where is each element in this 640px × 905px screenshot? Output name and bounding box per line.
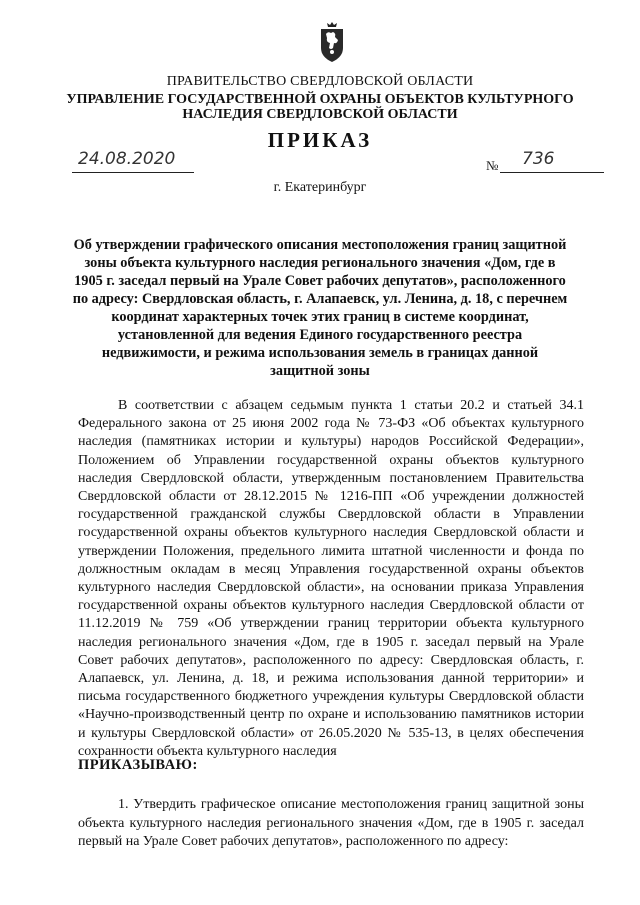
- sverdlovsk-coat-of-arms-icon: [319, 22, 345, 62]
- city: г. Екатеринбург: [273, 180, 367, 195]
- preamble-paragraph: В соответствии с абзацем седьмым пункта 1 статьи 20.2 и статьей 34.1 Федерального закона от 25 июня 2002 года № 73-ФЗ «Об объектах культурного наследия (памятниках истории и культуры) народов Российской Федерации», Положением об Управлении государственной охраны объектов культурного наследия Свердловской области, утвержденным постановлением Правительства Свердловской области от 28.12.2015 № 1216-ПП «Об учреждении должностей государственной гражданской службы Свердловской области в Управлении государственной охраны объектов культурного наследия Свердловской области и утверждении Положения, предельного лимита штатной численности и фонда по должностным окладам в месяц Управления государственной охраны объектов культурного наследия Свердловской области», на основании приказа Управления государственной охраны объектов культурного наследия Свердловской области от 11.12.2019 № 759 «Об утверждении границ территории объекта культурного наследия регионального значения «Дом, где в 1905 г. заседал первый на Урале Совет рабочих депутатов», расположенного по адресу: Свердловская область, г. Алапаевск, ул. Ленина, д. 18, и режима использования данной территории» и письма государственного бюджетного учреждения культуры Свердловской области «Научно-производственный центр по охране и использованию памятников истории и культуры Свердловской области» от 26.05.2020 № 535-13, в целях обеспечения сохранности объекта культурного наследия: [78, 398, 584, 759]
- order-point-1: 1. Утвердить графическое описание местоположения границ защитной зоны объекта культурного наследия регионального значения «Дом, где в 1905 г. заседал первый на Урале Совет рабочих депутатов», расположенного по адресу:: [78, 797, 584, 849]
- document-number: 736: [522, 149, 555, 169]
- document-title: Об утверждении графического описания местоположения границ защитной зоны объекта культурного наследия регионального значения «Дом, где в 1905 г. заседал первый на Урале Совет рабочих депутатов», расположенного по адресу: Свердловская область, г. Алапаевск, ул. Ленина, д. 18, с перечнем координат характерных точек этих границ в системе координат, установленной для ведения Единого государственного реестра недвижимости, и режима использования земель в границах данной защитной зоны: [72, 237, 568, 379]
- number-sign: №: [486, 158, 499, 173]
- order-heading: ПРИКАЗЫВАЮ:: [78, 757, 198, 773]
- document-type: ПРИКАЗ: [267, 128, 373, 152]
- department-name: УПРАВЛЕНИЕ ГОСУДАРСТВЕННОЙ ОХРАНЫ ОБЪЕКТОВ КУЛЬТУРНОГО НАСЛЕДИЯ СВЕРДЛОВСКОЙ ОБЛАСТИ: [66, 92, 574, 122]
- document-date: 24.08.2020: [78, 149, 176, 169]
- government-name: ПРАВИТЕЛЬСТВО СВЕРДЛОВСКОЙ ОБЛАСТИ: [166, 74, 474, 89]
